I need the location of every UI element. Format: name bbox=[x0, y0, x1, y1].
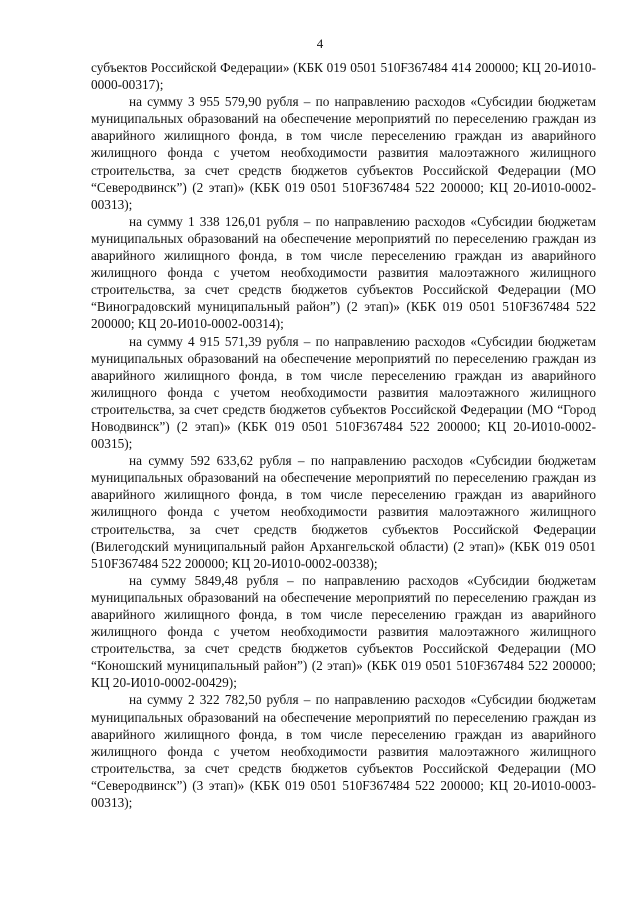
page-number: 4 bbox=[316, 36, 324, 51]
paragraph-allocation-vilegodsky: на сумму 592 633,62 рубля – по направлению расходов «Субсидии бюджетам муниципальных образований на обеспечение мероприятий по переселению граждан из аварийного жилищного фонда, в том числе переселению граждан из аварийного жилищного фонда с учетом необходимости развития малоэтажного жилищного строительства, за счет средств бюджетов субъектов Российской Федерации (Вилегодский муниципальный район Архангельской области) (2 этап)» (КБК 019 0501 510F367484 522 200000; КЦ 20-И010-0002-00338); bbox=[91, 453, 596, 571]
paragraph-allocation-severodvinsk-stage-3: на сумму 2 322 782,50 рубля – по направлению расходов «Субсидии бюджетам муниципальных образований на обеспечение мероприятий по переселению граждан из аварийного жилищного фонда, в том числе переселению граждан из аварийного жилищного фонда с учетом необходимости развития малоэтажного жилищного строительства, за счет средств бюджетов субъектов Российской Федерации (МО “Северодвинск”) (3 этап)» (КБК 019 0501 510F367484 522 200000; КЦ 20-И010-0003-00313); bbox=[91, 692, 596, 811]
paragraph-allocation-vinogradovsky: на сумму 1 338 126,01 рубля – по направлению расходов «Субсидии бюджетам муниципальных образований на обеспечение мероприятий по переселению граждан из аварийного жилищного фонда, в том числе переселению граждан из аварийного жилищного фонда с учетом необходимости развития малоэтажного жилищного строительства, за счет средств бюджетов субъектов Российской Федерации (МО “Виноградовский муниципальный район”) (2 этап)» (КБК 019 0501 510F367484 522 200000; КЦ 20-И010-0002-00314); bbox=[91, 213, 596, 332]
paragraph-continuation: субъектов Российской Федерации» (КБК 019 0501 510F367484 414 200000; КЦ 20-И010-0000-00317); bbox=[91, 60, 596, 93]
document-body bbox=[91, 59, 596, 811]
paragraph-allocation-severodvinsk-stage-2: на сумму 3 955 579,90 рубля – по направлению расходов «Субсидии бюджетам муниципальных образований на обеспечение мероприятий по переселению граждан из аварийного жилищного фонда, в том числе переселению граждан из аварийного жилищного фонда с учетом необходимости развития малоэтажного жилищного строительства, за счет средств бюджетов субъектов Российской Федерации (МО “Северодвинск”) (2 этап)» (КБК 019 0501 510F367484 522 200000; КЦ 20-И010-0002-00313); bbox=[91, 94, 596, 212]
paragraph-allocation-novodvinsk: на сумму 4 915 571,39 рубля – по направлению расходов «Субсидии бюджетам муниципальных образований на обеспечение мероприятий по переселению граждан из аварийного жилищного фонда, в том числе переселению граждан из аварийного жилищного фонда с учетом необходимости развития малоэтажного жилищного строительства, за счет средств бюджетов субъектов Российской Федерации (МО “Город Новодвинск”) (2 этап)» (КБК 019 0501 510F367484 522 200000; КЦ 20-И010-0002-00315); bbox=[91, 333, 596, 452]
paragraph-allocation-konoshsky: на сумму 5849,48 рубля – по направлению расходов «Субсидии бюджетам муниципальных образований на обеспечение мероприятий по переселению граждан из аварийного жилищного фонда, в том числе переселению граждан из аварийного жилищного фонда с учетом необходимости развития малоэтажного жилищного строительства, за счет средств бюджетов субъектов Российской Федерации (МО “Коношский муниципальный район”) (2 этап)» (КБК 019 0501 510F367484 522 200000; КЦ 20-И010-0002-00429); bbox=[91, 572, 596, 691]
